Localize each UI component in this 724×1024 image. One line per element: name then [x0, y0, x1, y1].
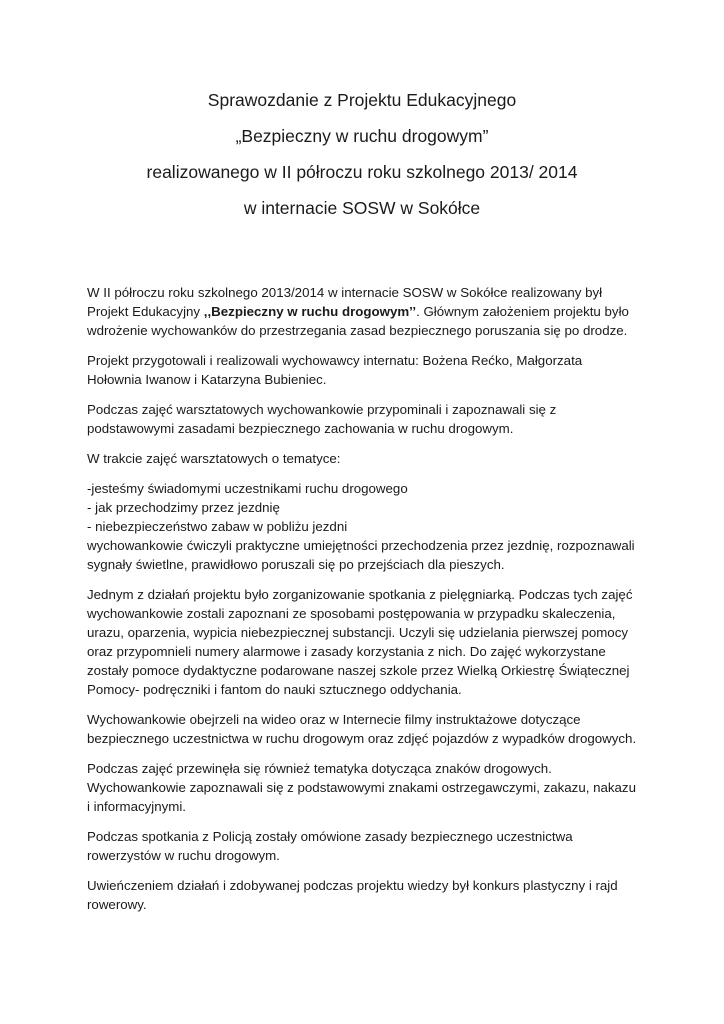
text-line: rowerzystów w ruchu drogowym.	[87, 848, 280, 863]
text-segment: . Głównym założeniem projektu było	[416, 304, 629, 319]
list-item: - jak przechodzimy przez jezdnię	[87, 500, 280, 515]
text-line: Hołownia Iwanow i Katarzyna Bubieniec.	[87, 372, 327, 387]
text-line: Podczas zajęć warsztatowych wychowankowie przypominali i zapoznawali się z	[87, 402, 557, 417]
text-line: sygnały świetlne, prawidłowo poruszali się po przejściach dla pieszych.	[87, 557, 505, 572]
title-line: w internacie SOSW w Sokółce	[243, 198, 481, 218]
text-line: Wychowankowie zapoznawali się z podstawowymi znakami ostrzegawczymi, zakazu, nakazu	[87, 780, 636, 795]
paragraph-authors	[87, 351, 642, 389]
list-item: - niebezpieczeństwo zabaw w pobliżu jezdni	[87, 519, 348, 534]
paragraph-police-meeting	[87, 827, 642, 865]
text-segment: Projekt Edukacyjny	[87, 304, 204, 319]
paragraph-nurse-meeting	[87, 585, 642, 699]
text-line: Jednym z działań projektu było zorganizowanie spotkania z pielęgniarką. Podczas tych zajęć	[87, 587, 633, 602]
text-line: Podczas zajęć przewinęła się również tematyka dotycząca znaków drogowych.	[87, 761, 552, 776]
text-line: i informacyjnymi.	[87, 799, 187, 814]
text-line: wychowankowie ćwiczyli praktyczne umiejętności przechodzenia przez jezdnię, rozpoznawali	[87, 538, 635, 553]
paragraph-road-signs	[87, 759, 642, 816]
document-body	[87, 283, 642, 925]
text-line: Pomocy- podręczniki i fantom do nauki sztucznego oddychania.	[87, 682, 462, 697]
text-line: podstawowymi zasadami bezpiecznego zachowania w ruchu drogowym.	[87, 421, 514, 436]
project-name: „Bezpieczny w ruchu drogowym”	[235, 126, 489, 146]
text-line: Wychowankowie obejrzeli na wideo oraz w Internecie filmy instruktażowe dotyczące	[87, 712, 581, 727]
paragraph-intro	[87, 283, 642, 340]
text-line: urazu, oparzenia, wypicia niebezpiecznej substancji. Uczyli się udzielania pierwszej pomocy	[87, 625, 629, 640]
text-line: wychowankowie zostali zapoznani ze sposobami postępowania w przypadku skaleczenia,	[87, 606, 616, 621]
text-line: oraz przypomnieli numery alarmowe i zasady korzystania z nich. Do zajęć wykorzystane	[87, 644, 606, 659]
text-line: rowerowy.	[87, 897, 147, 912]
text-line: Uwieńczeniem działań i zdobywanej podczas projektu wiedzy był konkurs plastyczny i rajd	[87, 878, 618, 893]
paragraph-conclusion	[87, 876, 642, 914]
text-line: zostały pomoce dydaktyczne podarowane naszej szkole przez Wielką Orkiestrę Świątecznej	[87, 663, 630, 678]
text-line	[87, 302, 642, 321]
title-line: Sprawozdanie z Projektu Edukacyjnego	[207, 90, 517, 110]
list-item: -jesteśmy świadomymi uczestnikami ruchu drogowego	[87, 481, 408, 496]
paragraph-videos	[87, 710, 642, 748]
paragraph-workshops	[87, 400, 642, 438]
project-name-bold: ,,Bezpieczny w ruchu drogowym’’	[203, 304, 417, 319]
document-title	[0, 86, 724, 230]
text-line: W trakcie zajęć warsztatowych o tematyce:	[87, 451, 341, 466]
text-line: wdrożenie wychowanków do przestrzegania zasad bezpiecznego poruszania się po drodze.	[87, 323, 628, 338]
paragraph-topics-list	[87, 479, 642, 574]
text-line: Podczas spotkania z Policją zostały omówione zasady bezpiecznego uczestnictwa	[87, 829, 573, 844]
paragraph-topics-intro	[87, 449, 642, 468]
text-line: bezpiecznego uczestnictwa w ruchu drogowym oraz zdjęć pojazdów z wypadków drogowych.	[87, 731, 637, 746]
text-line: W II półroczu roku szkolnego 2013/2014 w internacie SOSW w Sokółce realizowany był	[87, 285, 603, 300]
text-line: Projekt przygotowali i realizowali wychowawcy internatu: Bożena Rećko, Małgorzata	[87, 353, 583, 368]
title-line: realizowanego w II półroczu roku szkolnego 2013/ 2014	[146, 162, 578, 182]
